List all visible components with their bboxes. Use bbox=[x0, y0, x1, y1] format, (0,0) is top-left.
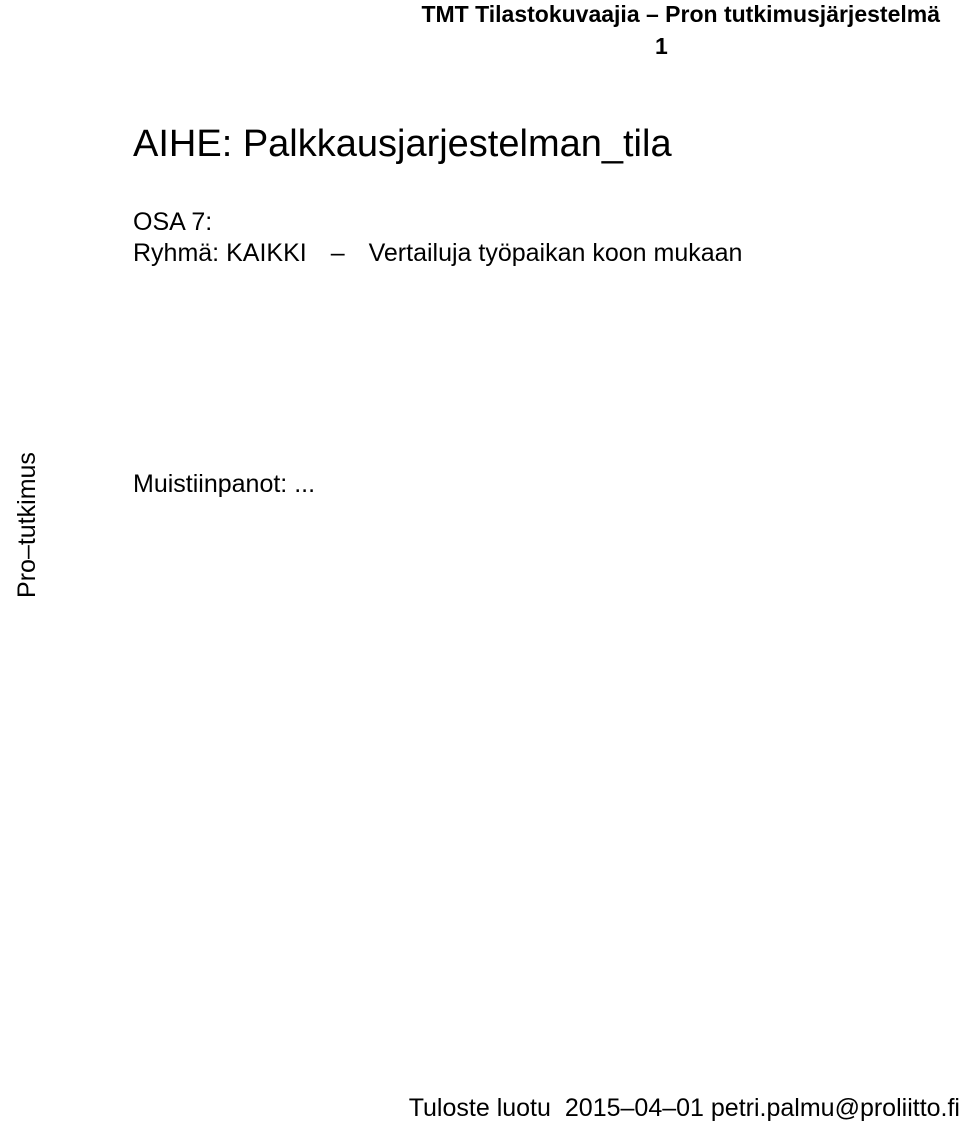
group-description: Vertailuja työpaikan koon mukaan bbox=[368, 239, 743, 267]
group-line bbox=[133, 238, 742, 268]
topic-label: AIHE: bbox=[133, 123, 233, 165]
notes-label: Muistiinpanot: ... bbox=[133, 470, 316, 498]
footer-date: 2015–04–01 bbox=[564, 1094, 704, 1122]
section-label: OSA 7: bbox=[133, 208, 213, 236]
footer-email: petri.palmu@proliitto.fi bbox=[710, 1094, 960, 1122]
group-separator: – bbox=[330, 239, 345, 267]
group-value: KAIKKI bbox=[226, 239, 307, 267]
footer-created-label: Tuloste luotu bbox=[408, 1094, 551, 1122]
footer-line bbox=[409, 1093, 960, 1123]
side-label: Pro–tutkimus bbox=[13, 452, 41, 598]
header-title: TMT Tilastokuvaajia – Pron tutkimusjärjestelmä bbox=[421, 1, 940, 27]
topic-line bbox=[133, 122, 672, 166]
page-number: 1 bbox=[655, 33, 668, 59]
group-label: Ryhmä: bbox=[133, 239, 220, 267]
topic-value: Palkkausjarjestelman_tila bbox=[242, 123, 672, 165]
